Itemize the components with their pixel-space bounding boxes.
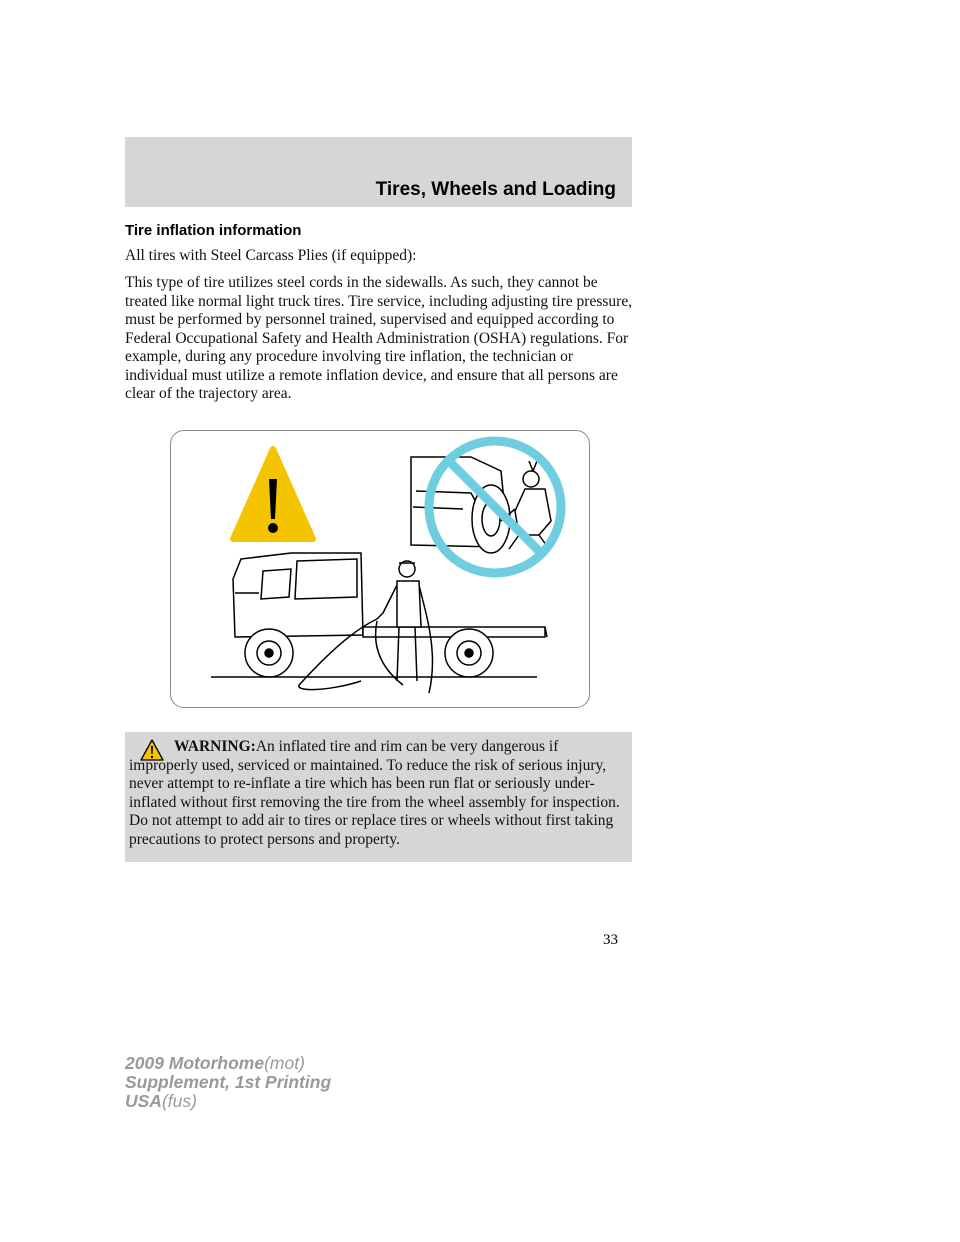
footer — [125, 1054, 331, 1111]
warning-triangle-icon — [233, 449, 313, 539]
section-heading: Tire inflation information — [125, 222, 302, 239]
footer-line-1 — [125, 1054, 331, 1073]
footer-model-code: (mot) — [264, 1053, 305, 1073]
warning-text — [129, 738, 625, 849]
tire-inflation-illustration — [170, 430, 590, 708]
paragraph-intro: All tires with Steel Carcass Plies (if equipped): — [125, 247, 417, 264]
footer-market-code: (fus) — [161, 1091, 197, 1111]
chapter-title: Tires, Wheels and Loading — [375, 179, 616, 200]
paragraph-steel-cords: This type of tire utilizes steel cords in the sidewalls. As such, they cannot be treated like normal light truck tires. Tire service, including adjusting tire pressure, must be performed by personnel trained, supervised and equipped according to Federal Occupational Safety and Health Administration (OSHA) regulations. For example, during any procedure involving tire inflation, the technician or individual must utilize a remote inflation device, and ensure that all persons are clear of the trajectory area. — [125, 274, 633, 402]
footer-line-3 — [125, 1092, 331, 1111]
footer-line-2: Supplement, 1st Printing — [125, 1072, 332, 1092]
warning-box — [125, 732, 632, 862]
warning-label: WARNING: — [174, 738, 256, 755]
warning-body: An inflated tire and rim can be very dangerous if improperly used, serviced or maintained. To reduce the risk of serious injury, never attempt to re-inflate a tire which has been run flat or seriously under-inflated without first removing the tire from the wheel assembly for inspection. Do not attempt to add air to tires or replace tires or wheels without first taking precautions to protect persons and property. — [129, 738, 620, 848]
page-number: 33 — [603, 932, 618, 948]
footer-market: USA — [125, 1091, 162, 1111]
footer-model: 2009 Motorhome — [125, 1053, 265, 1073]
header-band — [125, 137, 632, 207]
